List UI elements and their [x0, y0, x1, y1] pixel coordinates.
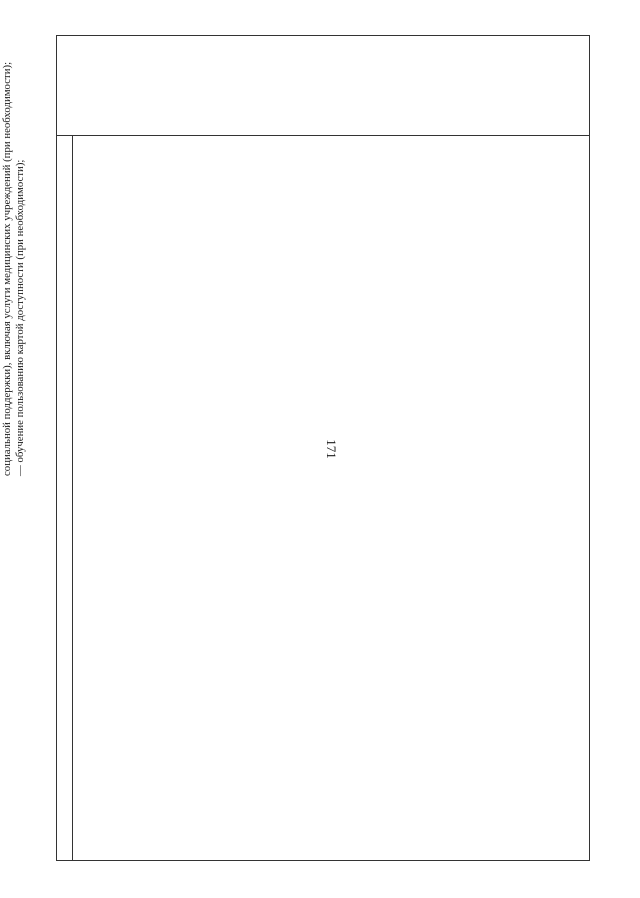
- page-number: 171: [324, 439, 339, 459]
- paragraph: — обучение пользованию картой доступности (при необходимости);: [13, 159, 26, 476]
- paragraph: социальной поддержки), включая услуги медицинских учреждений (при необходимости);: [1, 61, 14, 476]
- table-cell-content: [0, 0, 243, 484]
